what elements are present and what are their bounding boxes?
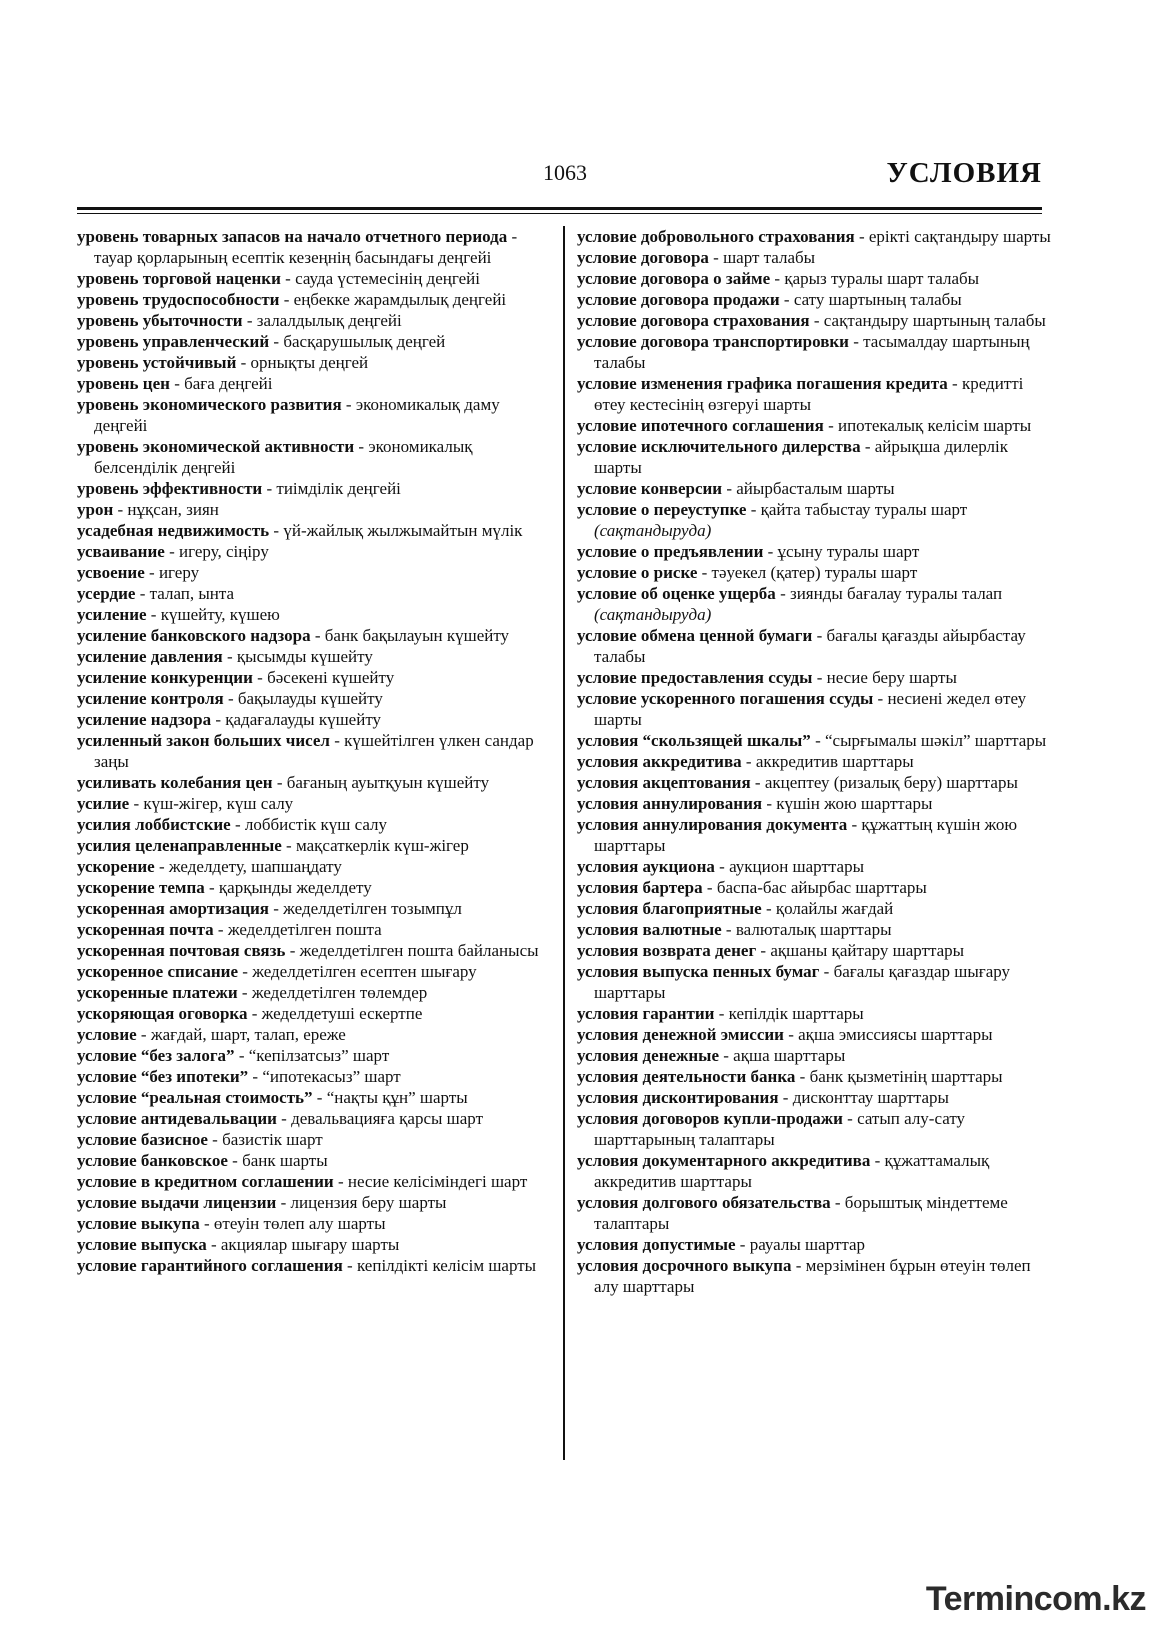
entry-term: условие о риске (577, 563, 698, 582)
dictionary-entry: уровень торговой наценки - сауда үстемесінің деңгейі (77, 269, 480, 288)
dictionary-entry: условие обмена ценной бумаги - бағалы қағазды айырбастау талабы (577, 626, 1026, 666)
dictionary-entry: уровень устойчивый - орнықты деңгей (77, 353, 369, 372)
dictionary-entry: условия гарантии - кепілдік шарттары (577, 1004, 864, 1023)
entry-translation: жеделдетілген есептен шығару (252, 962, 477, 981)
entry-term: условия “скользящей шкалы” (577, 731, 811, 750)
entry-translation: күшін жою шарттары (776, 794, 933, 813)
entry-term: усилие (77, 794, 130, 813)
dictionary-entry: условия допустимые - рауалы шарттар (577, 1235, 866, 1254)
entry-translation: игеру, сіңіру (179, 542, 269, 561)
entry-term: условие конверсии (577, 479, 723, 498)
dictionary-entry: уровень цен - баға деңгейі (77, 374, 273, 393)
dictionary-entry: условие ипотечного соглашения - ипотекалық келісім шарты (577, 416, 1032, 435)
dictionary-entry: условие исключительного дилерства - айрықша дилерлік шарты (577, 437, 1008, 477)
entry-translation: акцептеу (ризалық беру) шарттары (764, 773, 1018, 792)
dictionary-entry: условия денежные - ақша шарттары (577, 1046, 846, 1065)
entry-translation: зиянды бағалау туралы талап (789, 584, 1003, 603)
header-rule-thin (77, 213, 1042, 214)
dictionary-entry: условия досрочного выкупа - мерзімінен бұрын өтеуін төлеп алу шарттары (577, 1256, 1031, 1296)
entry-term: условия дисконтирования (577, 1088, 779, 1107)
dictionary-entry: условие изменения графика погашения кредита - кредитті өтеу кестесінің өзгеруі шарты (577, 374, 1024, 414)
dictionary-entry: усиление контроля - бақылауды күшейту (77, 689, 383, 708)
dictionary-entry: условие договора страхования - сақтандыру шартының талабы (577, 311, 1046, 330)
dictionary-entry: усилие - күш-жігер, күш салу (77, 794, 294, 813)
dictionary-entry: условия деятельности банка - банк қызметінің шарттары (577, 1067, 1003, 1086)
entry-translation: экономикалық белсенділік деңгейі (94, 437, 473, 477)
entry-term: условие выпуска (77, 1235, 207, 1254)
entry-translation: күшейтілген үлкен сандар заңы (94, 731, 534, 771)
entry-term: условия документарного аккредитива (577, 1151, 871, 1170)
entry-term: уровень торговой наценки (77, 269, 281, 288)
entry-translation: сауда үстемесінің деңгейі (295, 269, 480, 288)
entry-translation: кепілдікті келісім шарты (356, 1256, 537, 1275)
entry-translation: қайта табыстау туралы шарт (760, 500, 968, 519)
entry-term: условие договора о займе (577, 269, 771, 288)
dictionary-entry: условие о риске - тәуекел (қатер) туралы шарт (577, 563, 918, 582)
entry-term: уровень убыточности (77, 311, 243, 330)
entry-term: условие “без ипотеки” (77, 1067, 249, 1086)
dictionary-entry: условие договора транспортировки - тасымалдау шартының талабы (577, 332, 1030, 372)
entry-term: условие банковское (77, 1151, 228, 1170)
header-rule-thick (77, 207, 1042, 210)
dictionary-entry: условие “без залога” - “кепілзатсыз” шарт (77, 1046, 390, 1065)
site-watermark: Termincom.kz (925, 1580, 1146, 1618)
entry-translation: қысымды күшейту (236, 647, 373, 666)
entry-term: условие договора страхования (577, 311, 810, 330)
dictionary-entry: усилия лоббистские - лоббистік күш салу (77, 815, 388, 834)
dictionary-entry: ускоряющая оговорка - жеделдетуші ескертпе (77, 1004, 423, 1023)
dictionary-entry: усиление надзора - қадағалауды күшейту (77, 710, 382, 729)
entry-translation: күш-жігер, күш салу (143, 794, 294, 813)
entry-translation: лицензия беру шарты (290, 1193, 447, 1212)
dictionary-entry: условие ускоренного погашения ссуды - несиені жедел өтеу шарты (577, 689, 1027, 729)
dictionary-entry: условие о переуступке - қайта табыстау туралы шарт (сақтандыруда) (577, 500, 968, 540)
dictionary-entry: ускоренные платежи - жеделдетілген төлемдер (77, 983, 428, 1002)
entry-term: условие антидевальвации (77, 1109, 277, 1128)
dictionary-entry: условие выкупа - өтеуін төлеп алу шарты (77, 1214, 386, 1233)
running-header: УСЛОВИЯ (886, 157, 1042, 189)
dictionary-entry: урон - нұқсан, зиян (77, 500, 219, 519)
dictionary-entry: ускоренная почта - жеделдетілген пошта (77, 920, 382, 939)
entry-term: ускоренное списание (77, 962, 239, 981)
entry-term: условие выдачи лицензии (77, 1193, 277, 1212)
entry-translation: ақша эмиссиясы шарттары (798, 1025, 993, 1044)
dictionary-entry: условие добровольного страхования - ерікті сақтандыру шарты (577, 227, 1051, 246)
entry-translation: банк бақылауын күшейту (324, 626, 510, 645)
entry-translation: қадағалауды күшейту (225, 710, 382, 729)
entry-term: ускоренная почтовая связь (77, 941, 286, 960)
entry-term: условие “без залога” (77, 1046, 235, 1065)
entry-translation: игеру (158, 563, 200, 582)
dictionary-entry: ускорение - жеделдету, шапшаңдату (77, 857, 342, 876)
entry-term: уровень эффективности (77, 479, 263, 498)
dictionary-entry: условие “без ипотеки” - “ипотекасыз” шарт (77, 1067, 401, 1086)
entry-term: условия благоприятные (577, 899, 762, 918)
entry-term: ускорение (77, 857, 155, 876)
dictionary-entry: условия валютные - валюталық шарттары (577, 920, 892, 939)
dictionary-entry: усердие - талап, ынта (77, 584, 235, 603)
column-divider (563, 226, 565, 1460)
entry-translation: несиені жедел өтеу шарты (594, 689, 1027, 729)
dictionary-entry: усиление - күшейту, күшею (77, 605, 280, 624)
entry-term: усваивание (77, 542, 165, 561)
entry-term: условие ипотечного соглашения (577, 416, 824, 435)
dictionary-entry: условие выпуска - акциялар шығару шарты (77, 1235, 400, 1254)
entry-term: усиленный закон больших чисел (77, 731, 330, 750)
entry-translation: айрықша дилерлік шарты (594, 437, 1008, 477)
entry-translation: ақша шарттары (733, 1046, 846, 1065)
entry-term: условия долгового обязательства (577, 1193, 831, 1212)
entry-translation: тасымалдау шартының талабы (594, 332, 1030, 372)
entry-translation: жағдай, шарт, талап, ереже (150, 1025, 346, 1044)
entry-translation: айырбасталым шарты (736, 479, 895, 498)
entry-translation: рауалы шарттар (749, 1235, 866, 1254)
entry-term: условия аннулирования (577, 794, 763, 813)
entry-translation: орнықты деңгей (250, 353, 369, 372)
right-column (577, 226, 1052, 1297)
entry-note: (сақтандыруда) (594, 605, 712, 624)
entry-term: условие обмена ценной бумаги (577, 626, 813, 645)
dictionary-entry: условие антидевальвации - девальвацияға қарсы шарт (77, 1109, 484, 1128)
entry-translation: борыштық міндеттеме талаптары (594, 1193, 1008, 1233)
entry-term: ускоренная почта (77, 920, 214, 939)
dictionary-entry: условие - жағдай, шарт, талап, ереже (77, 1025, 346, 1044)
dictionary-entry: условия “скользящей шкалы” - “сырғымалы шәкіл” шарттары (577, 731, 1047, 750)
dictionary-entry: ускоренная почтовая связь - жеделдетілген пошта байланысы (77, 941, 539, 960)
dictionary-entry: условия аннулирования документа - құжаттың күшін жою шарттары (577, 815, 1018, 855)
dictionary-entry: ускоренная амортизация - жеделдетілген тозымпұл (77, 899, 462, 918)
entry-translation: базистік шарт (222, 1130, 323, 1149)
entry-translation: үй-жайлық жылжымайтын мүлік (283, 521, 523, 540)
entry-term: условия бартера (577, 878, 703, 897)
entry-translation: кредитті өтеу кестесінің өзгеруі шарты (594, 374, 1024, 414)
entry-term: усвоение (77, 563, 145, 582)
entry-term: условие изменения графика погашения кредита (577, 374, 948, 393)
dictionary-entry: условия аккредитива - аккредитив шарттары (577, 752, 914, 771)
entry-translation: құжаттың күшін жою шарттары (594, 815, 1018, 855)
dictionary-entry: усиление конкуренции - бәсекені күшейту (77, 668, 395, 687)
entry-term: уровень экономической активности (77, 437, 355, 456)
dictionary-entry: усиление банковского надзора - банк бақылауын күшейту (77, 626, 510, 645)
entry-term: усиление конкуренции (77, 668, 253, 687)
dictionary-entry: усиленный закон больших чисел - күшейтілген үлкен сандар заңы (77, 731, 534, 771)
entry-term: урон (77, 500, 114, 519)
entry-term: ускоряющая оговорка (77, 1004, 248, 1023)
entry-translation: жеделдетілген тозымпұл (283, 899, 462, 918)
dictionary-entry: условия бартера - баспа-бас айырбас шарттары (577, 878, 927, 897)
entry-translation: басқарушылық деңгей (283, 332, 446, 351)
dictionary-entry: условие договора - шарт талабы (577, 248, 816, 267)
entry-term: условия договоров купли-продажи (577, 1109, 843, 1128)
entry-translation: “сырғымалы шәкіл” шарттары (824, 731, 1047, 750)
entry-translation: дисконттау шарттары (792, 1088, 949, 1107)
entry-translation: сату шартының талабы (793, 290, 962, 309)
dictionary-entry: условия возврата денег - ақшаны қайтару шарттары (577, 941, 965, 960)
entry-term: условие исключительного дилерства (577, 437, 861, 456)
entry-translation: экономикалық даму деңгейі (94, 395, 500, 435)
entry-translation: бәсекені күшейту (267, 668, 395, 687)
entry-translation: ипотекалық келісім шарты (837, 416, 1032, 435)
dictionary-entry: усилия целенаправленные - мақсаткерлік күш-жігер (77, 836, 469, 855)
dictionary-entry: уровень эффективности - тиімділік деңгейі (77, 479, 401, 498)
dictionary-entry: условие выдачи лицензии - лицензия беру шарты (77, 1193, 447, 1212)
entry-translation: ұсыну туралы шарт (777, 542, 920, 561)
dictionary-entry: уровень экономической активности - экономикалық белсенділік деңгейі (77, 437, 473, 477)
dictionary-entry: уровень экономического развития - экономикалық даму деңгейі (77, 395, 500, 435)
entry-term: условие в кредитном соглашении (77, 1172, 334, 1191)
entry-translation: нұқсан, зиян (127, 500, 219, 519)
entry-translation: ерікті сақтандыру шарты (868, 227, 1051, 246)
entry-translation: құжаттамалық аккредитив шарттары (594, 1151, 990, 1191)
entry-term: условие базисное (77, 1130, 208, 1149)
entry-term: ускоренная амортизация (77, 899, 269, 918)
entry-translation: тиімділік деңгейі (276, 479, 401, 498)
left-column (77, 226, 547, 1276)
dictionary-entry: условие в кредитном соглашении - несие келісіміндегі шарт (77, 1172, 528, 1191)
dictionary-entry: усадебная недвижимость - үй-жайлық жылжымайтын мүлік (77, 521, 523, 540)
entry-term: условия возврата денег (577, 941, 757, 960)
dictionary-entry: условие банковское - банк шарты (77, 1151, 328, 1170)
entry-translation: жеделдетуші ескертпе (261, 1004, 423, 1023)
entry-term: условие договора продажи (577, 290, 780, 309)
dictionary-entry: усиление давления - қысымды күшейту (77, 647, 373, 666)
entry-translation: несие беру шарты (826, 668, 957, 687)
entry-term: условия аккредитива (577, 752, 742, 771)
page-number: 1063 (543, 160, 587, 185)
entry-term: условия деятельности банка (577, 1067, 796, 1086)
entry-translation: баспа-бас айырбас шарттары (716, 878, 927, 897)
entry-term: условия гарантии (577, 1004, 715, 1023)
dictionary-entry: ускоренное списание - жеделдетілген есептен шығару (77, 962, 477, 981)
entry-translation: қолайлы жағдай (775, 899, 894, 918)
dictionary-entry: усиливать колебания цен - бағаның ауытқуын күшейту (77, 773, 490, 792)
entry-term: усиливать колебания цен (77, 773, 273, 792)
dictionary-entry: ускорение темпа - қарқынды жеделдету (77, 878, 372, 897)
entry-translation: банк қызметінің шарттары (809, 1067, 1003, 1086)
dictionary-entry: условие базисное - базистік шарт (77, 1130, 323, 1149)
entry-term: усиление (77, 605, 147, 624)
dictionary-entry: уровень товарных запасов на начало отчетного периода - тауар қорларының есептік кезеңнің басындағы деңгейі (77, 227, 518, 267)
entry-translation: банк шарты (242, 1151, 328, 1170)
entry-translation: қарыз туралы шарт талабы (784, 269, 980, 288)
entry-term: условие выкупа (77, 1214, 200, 1233)
entry-translation: талап, ынта (149, 584, 235, 603)
entry-term: условия аннулирования документа (577, 815, 848, 834)
dictionary-entry: уровень трудоспособности - еңбекке жарамдылық деңгейі (77, 290, 507, 309)
dictionary-entry: условие гарантийного соглашения - кепілдікті келісім шарты (77, 1256, 537, 1275)
entry-term: усиление контроля (77, 689, 224, 708)
entry-translation: ақшаны қайтару шарттары (770, 941, 965, 960)
entry-translation: тәуекел (қатер) туралы шарт (711, 563, 918, 582)
entry-translation: жеделдетілген пошта (227, 920, 382, 939)
entry-term: условия допустимые (577, 1235, 736, 1254)
entry-translation: сатып алу-сату шарттарының талаптары (594, 1109, 966, 1149)
entry-term: условия акцептования (577, 773, 751, 792)
entry-term: условие предоставления ссуды (577, 668, 813, 687)
entry-translation: акциялар шығару шарты (220, 1235, 400, 1254)
entry-translation: “ипотекасыз” шарт (262, 1067, 401, 1086)
dictionary-entry: условие договора о займе - қарыз туралы шарт талабы (577, 269, 980, 288)
dictionary-entry: уровень управленческий - басқарушылық деңгей (77, 332, 446, 351)
entry-translation: сақтандыру шартының талабы (823, 311, 1046, 330)
entry-term: ускорение темпа (77, 878, 205, 897)
entry-term: условие о переуступке (577, 500, 747, 519)
entry-term: ускоренные платежи (77, 983, 238, 1002)
dictionary-entry: усваивание - игеру, сіңіру (77, 542, 269, 561)
entry-term: усиление банковского надзора (77, 626, 311, 645)
entry-term: условие договора (577, 248, 709, 267)
entry-translation: валюталық шарттары (735, 920, 892, 939)
entry-term: усердие (77, 584, 136, 603)
entry-term: условия аукциона (577, 857, 715, 876)
entry-translation: аукцион шарттары (729, 857, 864, 876)
entry-term: уровень устойчивый (77, 353, 237, 372)
entry-term: усадебная недвижимость (77, 521, 270, 540)
entry-translation: аккредитив шарттары (755, 752, 914, 771)
entry-term: условия денежные (577, 1046, 719, 1065)
entry-translation: “нақты құн” шарты (326, 1088, 468, 1107)
dictionary-entry: уровень убыточности - залалдылық деңгейі (77, 311, 402, 330)
entry-translation: шарт талабы (723, 248, 816, 267)
entry-translation: еңбекке жарамдылық деңгейі (293, 290, 507, 309)
entry-note: (сақтандыруда) (594, 521, 712, 540)
entry-term: уровень цен (77, 374, 170, 393)
entry-translation: баға деңгейі (184, 374, 273, 393)
entry-translation: кепілдік шарттары (728, 1004, 864, 1023)
entry-translation: “кепілзатсыз” шарт (248, 1046, 390, 1065)
entry-term: усиление надзора (77, 710, 212, 729)
entry-translation: лоббистік күш салу (244, 815, 388, 834)
entry-term: условие о предъявлении (577, 542, 764, 561)
entry-term: условие гарантийного соглашения (77, 1256, 343, 1275)
entry-term: условие (77, 1025, 137, 1044)
dictionary-entry: условие “реальная стоимость” - “нақты құн” шарты (77, 1088, 468, 1107)
dictionary-entry: условия аукциона - аукцион шарттары (577, 857, 864, 876)
dictionary-entry: условия денежной эмиссии - ақша эмиссиясы шарттары (577, 1025, 993, 1044)
dictionary-entry: условие об оценке ущерба - зиянды бағалау туралы талап (сақтандыруда) (577, 584, 1003, 624)
dictionary-entry: условие конверсии - айырбасталым шарты (577, 479, 895, 498)
entry-translation: бағаның ауытқуын күшейту (286, 773, 490, 792)
entry-term: условие об оценке ущерба (577, 584, 776, 603)
entry-translation: бағалы қағазды айырбастау талабы (594, 626, 1026, 666)
entry-translation: қарқынды жеделдету (218, 878, 372, 897)
entry-translation: мерзімінен бұрын өтеуін төлеп алу шарттары (594, 1256, 1031, 1296)
entry-term: условия денежной эмиссии (577, 1025, 784, 1044)
entry-term: условие “реальная стоимость” (77, 1088, 313, 1107)
entry-term: условия выпуска пенных бумаг (577, 962, 820, 981)
entry-term: усилия лоббистские (77, 815, 231, 834)
dictionary-entry: условия выпуска пенных бумаг - бағалы қағаздар шығару шарттары (577, 962, 1011, 1002)
entry-term: усилия целенаправленные (77, 836, 282, 855)
entry-term: уровень товарных запасов на начало отчетного периода (77, 227, 508, 246)
dictionary-entry: условие предоставления ссуды - несие беру шарты (577, 668, 957, 687)
entry-translation: күшейту, күшею (160, 605, 280, 624)
entry-term: усиление давления (77, 647, 223, 666)
entry-term: условия валютные (577, 920, 722, 939)
dictionary-entry: условия акцептования - акцептеу (ризалық беру) шарттары (577, 773, 1018, 792)
dictionary-entry: условия документарного аккредитива - құжаттамалық аккредитив шарттары (577, 1151, 990, 1191)
entry-translation: несие келісіміндегі шарт (347, 1172, 528, 1191)
entry-translation: жеделдету, шапшаңдату (168, 857, 342, 876)
entry-term: условие добровольного страхования (577, 227, 855, 246)
dictionary-entry: условие о предъявлении - ұсыну туралы шарт (577, 542, 920, 561)
entry-translation: залалдылық деңгейі (256, 311, 402, 330)
dictionary-entry: условия договоров купли-продажи - сатып алу-сату шарттарының талаптары (577, 1109, 966, 1149)
entry-translation: бағалы қағаздар шығару шарттары (594, 962, 1011, 1002)
entry-term: уровень управленческий (77, 332, 270, 351)
dictionary-entry: условия долгового обязательства - борыштық міндеттеме талаптары (577, 1193, 1008, 1233)
entry-term: уровень экономического развития (77, 395, 342, 414)
entry-translation: мақсаткерлік күш-жігер (295, 836, 469, 855)
entry-term: условие ускоренного погашения ссуды (577, 689, 874, 708)
dictionary-entry: условия дисконтирования - дисконттау шарттары (577, 1088, 949, 1107)
entry-term: условия досрочного выкупа (577, 1256, 792, 1275)
entry-translation: бақылауды күшейту (237, 689, 383, 708)
entry-term: условие договора транспортировки (577, 332, 849, 351)
entry-translation: жеделдетілген төлемдер (251, 983, 428, 1002)
entry-translation: жеделдетілген пошта байланысы (299, 941, 539, 960)
entry-translation: өтеуін төлеп алу шарты (213, 1214, 386, 1233)
entry-term: уровень трудоспособности (77, 290, 280, 309)
dictionary-entry: условие договора продажи - сату шартының талабы (577, 290, 962, 309)
entry-translation: девальвацияға қарсы шарт (291, 1109, 484, 1128)
dictionary-entry: условия благоприятные - қолайлы жағдай (577, 899, 894, 918)
entry-translation: тауар қорларының есептік кезеңнің басындағы деңгейі (94, 248, 492, 267)
dictionary-entry: условия аннулирования - күшін жою шарттары (577, 794, 933, 813)
dictionary-entry: усвоение - игеру (77, 563, 200, 582)
